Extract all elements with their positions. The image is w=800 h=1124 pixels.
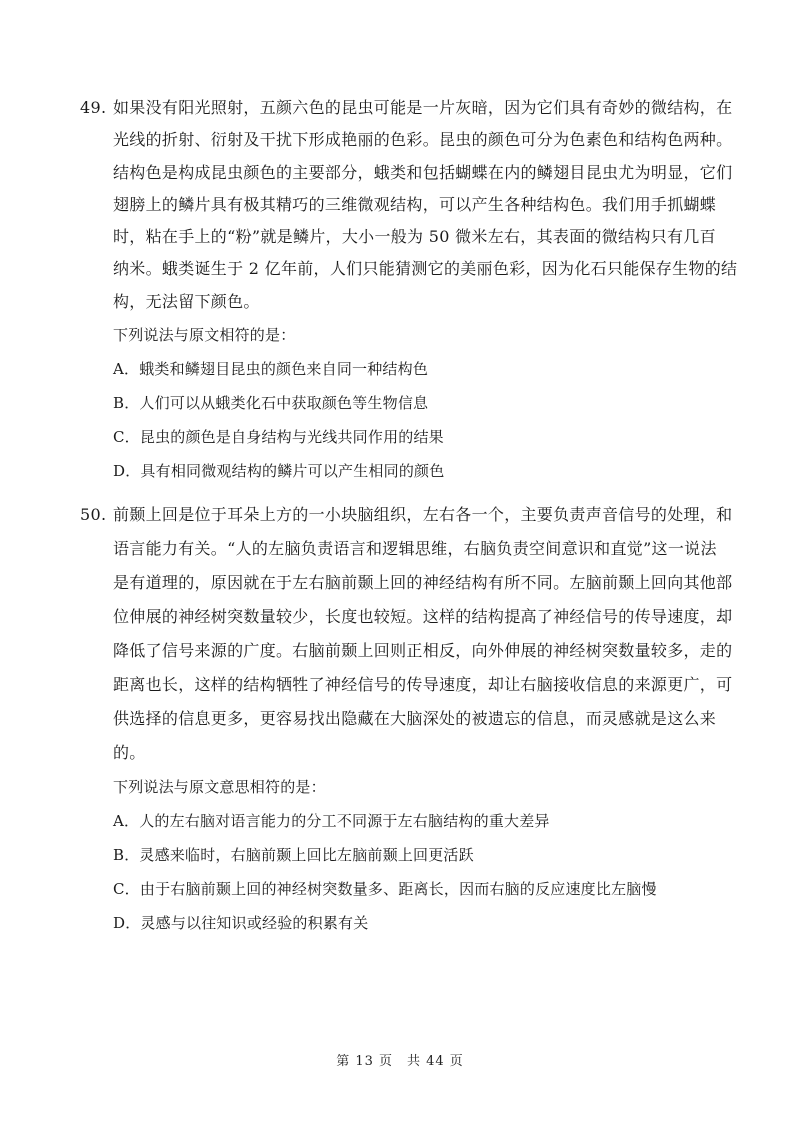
question-number: 49. [80,98,107,117]
option-b: B．灵感来临时，右脑前颞上回比左脑前颞上回更活跃 [113,846,474,864]
question-prompt: 下列说法与原文意思相符的是： [113,778,326,796]
passage-line: 翅膀上的鳞片具有极其精巧的三维微观结构，可以产生各种结构色。我们用手抓蝴蝶 [113,194,717,214]
passage-line: 结构色是构成昆虫颜色的主要部分，蛾类和包括蝴蝶在内的鳞翅目昆虫尤为明显，它们 [113,162,733,182]
option-d: D．灵感与以往知识或经验的积累有关 [113,914,369,932]
question-50 [80,498,733,940]
passage-line: 纳米。蛾类诞生于 2 亿年前，人们只能猜测它的美丽色彩，因为化石只能保存生物的结 [113,259,738,279]
option-a: A．蛾类和鳞翅目昆虫的颜色来自同一种结构色 [113,360,429,379]
passage-line: 50. 前颞上回是位于耳朵上方的一小块脑组织，左右各一个，主要负责声音信号的处理，和 [80,498,730,532]
page-number-footer: 第 13 页 共 44 页 [336,1054,464,1069]
passage-line: 光线的折射、衍射及干扰下形成艳丽的色彩。昆虫的颜色可分为色素色和结构色两种。 [113,130,733,150]
passage-line: 降低了信号来源的广度。右脑前颞上回则正相反，向外伸展的神经树突数量较多，走的 [113,641,733,660]
question-49 [80,92,738,488]
question-prompt: 下列说法与原文相符的是： [113,326,296,345]
question-number: 50. [80,505,107,524]
option-a: A．人的左右脑对语言能力的分工不同源于左右脑结构的重大差异 [113,812,550,830]
passage-line: 是有道理的，原因就在于左右脑前颞上回的神经结构有所不同。左脑前颞上回向其他部 [113,573,733,592]
passage-line: 的。 [113,743,146,762]
passage-line: 位伸展的神经树突数量较少，长度也较短。这样的结构提高了神经信号的传导速度，却 [113,607,733,626]
option-d: D．具有相同微观结构的鳞片可以产生相同的颜色 [113,462,445,481]
passage-line: 距离也长，这样的结构牺牲了神经信号的传导速度，却让右脑接收信息的来源更广，可 [113,675,733,694]
option-b: B．人们可以从蛾类化石中获取颜色等生物信息 [113,394,429,413]
passage-line: 语言能力有关。“人的左脑负责语言和逻辑思维，右脑负责空间意识和直觉”这一说法 [113,539,717,558]
option-c: C．由于右脑前颞上回的神经树突数量多、距离长，因而右脑的反应速度比左脑慢 [113,880,657,898]
passage-line: 构，无法留下颜色。 [113,291,260,311]
passage-line: 时，粘在手上的“粉”就是鳞片，大小一般为 50 微米左右，其表面的微结构只有几百 [113,227,716,247]
passage-line: 供选择的信息更多，更容易找出隐藏在大脑深处的被遗忘的信息，而灵感就是这么来 [113,709,717,728]
passage-line: 49. 如果没有阳光照射，五颜六色的昆虫可能是一片灰暗，因为它们具有奇妙的微结构，在 [80,92,730,124]
option-c: C．昆虫的颜色是自身结构与光线共同作用的结果 [113,428,444,447]
